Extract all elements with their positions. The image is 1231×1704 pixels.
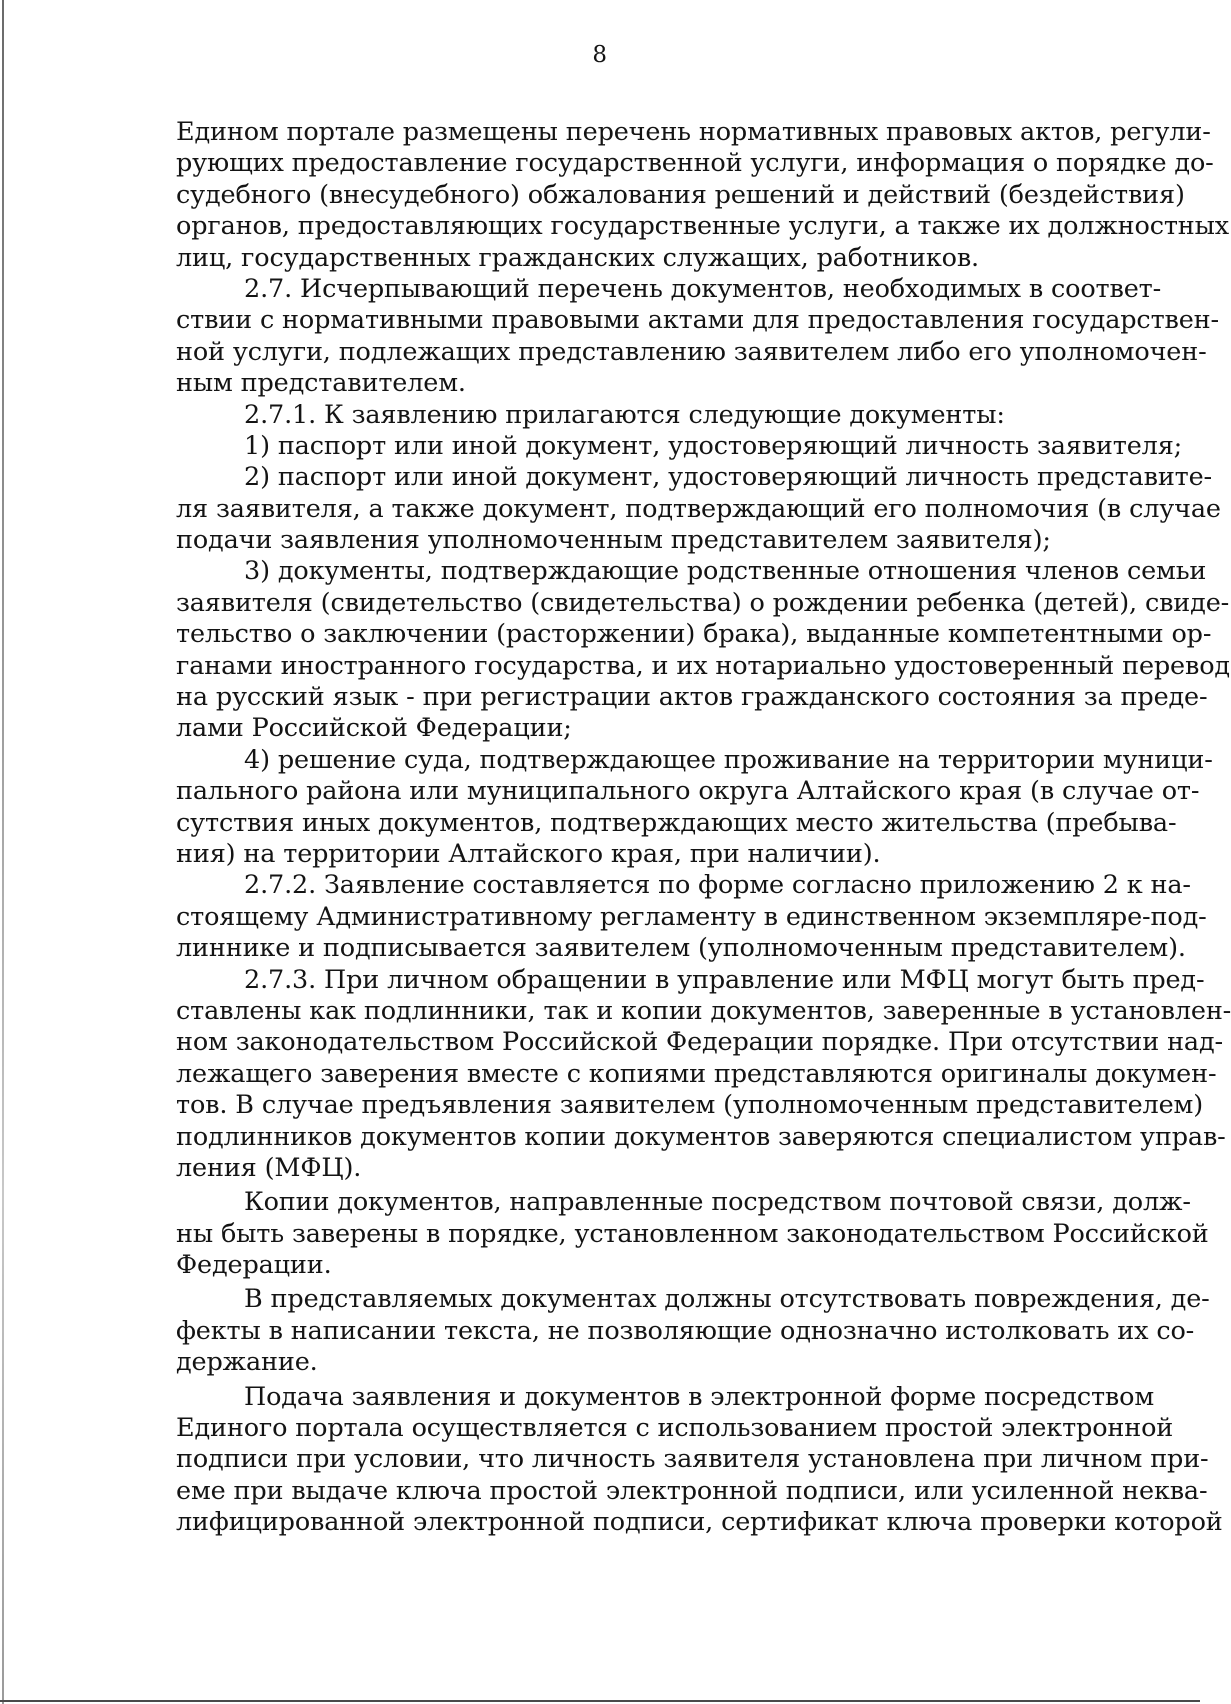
- text-line: на русский язык - при регистрации актов гражданского состояния за преде-: [176, 682, 1208, 713]
- text-line: В представляемых документах должны отсутствовать повреждения, де-: [244, 1284, 1210, 1315]
- text-line: ния) на территории Алтайского края, при наличии).: [176, 838, 881, 869]
- paragraph-document-defects: [176, 1284, 1210, 1378]
- list-item-2: [176, 462, 1221, 556]
- text-line: пального района или муниципального округа Алтайского края (в случае от-: [176, 776, 1200, 807]
- text-line: еме при выдаче ключа простой электронной подписи, или усиленной неква-: [176, 1475, 1208, 1506]
- text-line: фекты в написании текста, не позволяющие однозначно истолковать их со-: [176, 1315, 1195, 1346]
- text-line: судебного (внесудебного) обжалования решений и действий (бездействия): [176, 179, 1185, 210]
- text-line: ганами иностранного государства, и их нотариально удостоверенный перевод: [176, 650, 1230, 681]
- text-line: ным представителем.: [176, 368, 466, 399]
- paragraph-2-7-1: [176, 400, 1120, 431]
- text-line: линнике и подписывается заявителем (уполномоченным представителем).: [176, 933, 1186, 964]
- scan-bottom-edge: [0, 1700, 1200, 1702]
- text-line: 2.7.3. При личном обращении в управление или МФЦ могут быть пред-: [244, 964, 1205, 995]
- text-line: ствии с нормативными правовыми актами для предоставления государствен-: [176, 305, 1219, 336]
- text-line: 3) документы, подтверждающие родственные отношения членов семьи: [244, 556, 1207, 587]
- text-line: ставлены как подлинники, так и копии документов, заверенные в установлен-: [176, 995, 1231, 1026]
- document-body: [176, 117, 1231, 1539]
- scan-left-edge: [2, 0, 4, 1704]
- text-line: 1) паспорт или иной документ, удостоверяющий личность заявителя;: [244, 430, 1183, 461]
- paragraph-postal-copies: [176, 1187, 1209, 1281]
- text-line: лежащего заверения вместе с копиями представляются оригиналы докумен-: [176, 1058, 1217, 1089]
- text-line: лиц, государственных гражданских служащих, работников.: [176, 242, 980, 273]
- text-line: заявителя (свидетельство (свидетельства) о рождении ребенка (детей), свиде-: [176, 587, 1230, 618]
- text-line: ления (МФЦ).: [176, 1152, 362, 1183]
- text-line: тов. В случае предъявления заявителем (уполномоченным представителем): [176, 1090, 1204, 1121]
- paragraph-electronic-submission: [176, 1381, 1223, 1539]
- text-line: ны быть заверены в порядке, установленном законодательством Российской: [176, 1218, 1209, 1249]
- paragraph-2-7: [176, 273, 1219, 400]
- text-line: сутствия иных документов, подтверждающих место жительства (пребыва-: [176, 807, 1177, 838]
- text-line: ной услуги, подлежащих представлению заявителем либо его уполномочен-: [176, 336, 1207, 367]
- text-line: 4) решение суда, подтверждающее проживание на территории муници-: [244, 744, 1213, 775]
- text-line: тельство о заключении (расторжении) брака), выданные компетентными ор-: [176, 619, 1212, 650]
- paragraph-2-7-2: [176, 870, 1207, 964]
- text-line: лами Российской Федерации;: [176, 713, 572, 744]
- paragraph-2-7-3: [176, 964, 1231, 1185]
- text-line: Копии документов, направленные посредством почтовой связи, долж-: [244, 1187, 1191, 1218]
- text-line: подачи заявления уполномоченным представителем заявителя);: [176, 525, 1051, 556]
- text-line: Единого портала осуществляется с использованием простой электронной: [176, 1413, 1174, 1444]
- text-line: 2) паспорт или иной документ, удостоверяющий личность представите-: [244, 462, 1213, 493]
- text-line: подписи при условии, что личность заявителя установлена при личном при-: [176, 1444, 1209, 1475]
- text-line: Едином портале размещены перечень нормативных правовых актов, регули-: [176, 117, 1211, 147]
- text-line: стоящему Административному регламенту в единственном экземпляре-под-: [176, 901, 1207, 932]
- text-line: 2.7.1. К заявлению прилагаются следующие документы:: [244, 399, 1005, 430]
- list-item-1: [176, 430, 1183, 462]
- text-line: ля заявителя, а также документ, подтверждающий его полномочия (в случае: [176, 493, 1221, 524]
- text-line: держание.: [176, 1347, 318, 1378]
- text-line: Подача заявления и документов в электронной форме посредством: [244, 1381, 1155, 1412]
- text-line: органов, предоставляющих государственные услуги, а также их должностных: [176, 211, 1230, 242]
- paragraph-portal-info: [176, 117, 1230, 274]
- list-item-4: [176, 744, 1213, 871]
- text-line: Федерации.: [176, 1250, 332, 1281]
- text-line: рующих предоставление государственной услуги, информация о порядке до-: [176, 148, 1214, 179]
- list-item-3: [176, 556, 1230, 744]
- text-line: ном законодательством Российской Федерации порядке. При отсутствии над-: [176, 1027, 1223, 1058]
- text-line: подлинников документов копии документов заверяются специалистом управ-: [176, 1121, 1226, 1152]
- text-line: лифицированной электронной подписи, сертификат ключа проверки которой: [176, 1507, 1223, 1538]
- page-number: 8: [592, 42, 608, 68]
- text-line: 2.7. Исчерпывающий перечень документов, необходимых в соответ-: [244, 273, 1162, 304]
- text-line: 2.7.2. Заявление составляется по форме согласно приложению 2 к на-: [244, 870, 1191, 901]
